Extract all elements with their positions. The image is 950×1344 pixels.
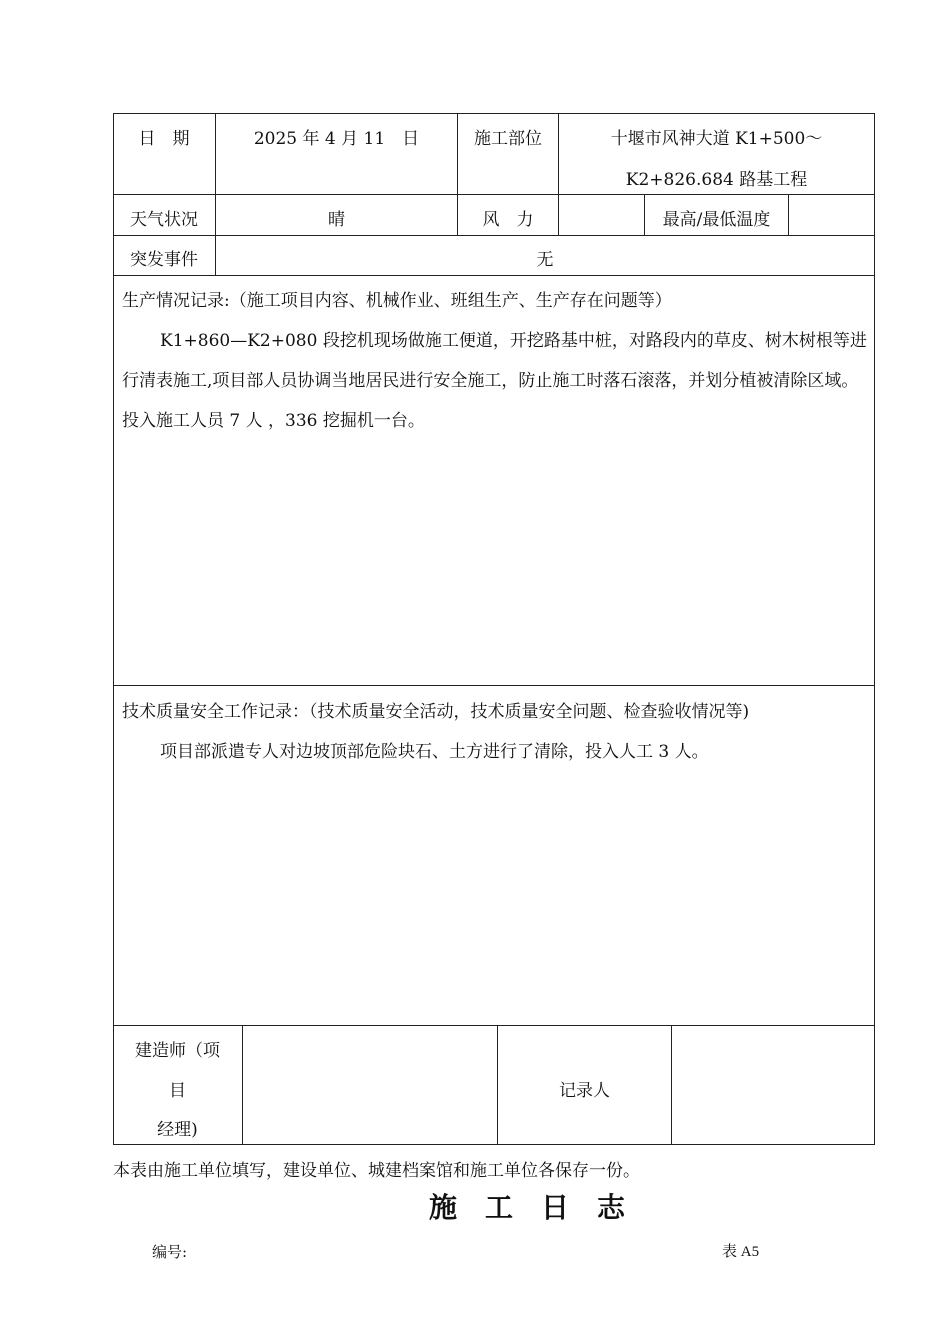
production-title: 生产情况记录:（施工项目内容、机械作业、班组生产、生产存在问题等） [122, 291, 672, 311]
builder-label-line2: 目 [169, 1081, 186, 1101]
col-divider [671, 1025, 672, 1145]
location-value-line2: K2+826.684 路基工程 [625, 170, 808, 190]
production-body: K1+860—K2+080 段挖机现场做施工便道，开挖路基中桩，对路段内的草皮、树木树根等进行清表施工,项目部人员协调当地居民进行安全施工，防止施工时落石滚落，并划分植被清除区域。投入施工人员 7 人 ，336 挖掘机一台。 [122, 331, 867, 431]
col-divider [788, 194, 789, 235]
quality-title: 技术质量安全工作记录：（技术质量安全活动，技术质量安全问题、检查验收情况等) [122, 702, 750, 722]
location-label: 施工部位 [474, 129, 542, 149]
builder-label-line3: 经理) [157, 1120, 198, 1140]
table-border-top [113, 113, 875, 114]
row-divider [113, 235, 875, 236]
temperature-label: 最高/最低温度 [662, 210, 771, 230]
construction-log-table [113, 113, 875, 1145]
row-divider [113, 1025, 875, 1026]
incident-value: 无 [536, 250, 554, 270]
location-value-line1: 十堰市风神大道 K1+500～ [610, 129, 823, 149]
weather-label: 天气状况 [130, 210, 198, 230]
row-divider [113, 685, 875, 686]
table-border-bottom [113, 1144, 875, 1145]
quality-body: 项目部派遣专人对边坡顶部危险块石、土方进行了清除，投入人工 3 人。 [160, 742, 709, 762]
date-value: 2025 年 4 月 11 日 [253, 129, 420, 149]
form-code: 表 A5 [722, 1244, 760, 1260]
row-divider [113, 194, 875, 195]
footer-note: 本表由施工单位填写，建设单位、城建档案馆和施工单位各保存一份。 [113, 1161, 640, 1181]
wind-label: 风 力 [482, 210, 534, 230]
date-label: 日 期 [138, 129, 190, 149]
incident-label: 突发事件 [130, 250, 198, 270]
number-label: 编号: [152, 1243, 188, 1261]
builder-label-line1: 建造师（项 [135, 1041, 220, 1061]
col-divider [242, 1025, 243, 1145]
table-border-right [874, 113, 875, 1145]
page-title: 施 工 日 志 [428, 1191, 625, 1224]
recorder-label: 记录人 [559, 1081, 610, 1101]
weather-value: 晴 [328, 210, 345, 230]
row-divider [113, 275, 875, 276]
